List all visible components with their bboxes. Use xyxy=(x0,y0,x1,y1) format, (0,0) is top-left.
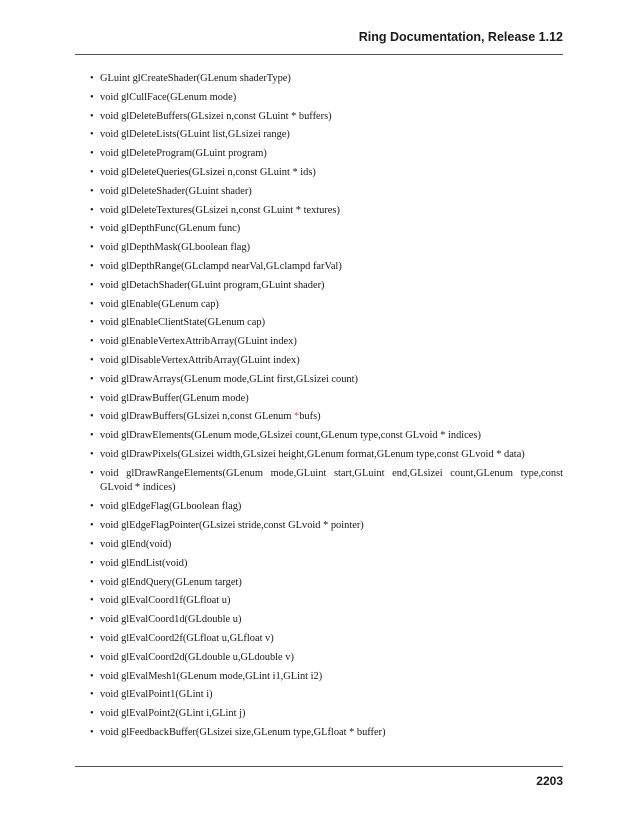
bullet-icon: • xyxy=(90,520,94,532)
list-item xyxy=(75,467,563,496)
function-list xyxy=(75,72,563,745)
bullet-icon: • xyxy=(90,670,94,682)
list-item xyxy=(75,241,563,254)
bullet-icon: • xyxy=(90,595,94,607)
page-number: 2203 xyxy=(536,774,563,788)
bullet-icon: • xyxy=(90,448,94,460)
function-signature: void glEvalCoord2f(GLfloat u,GLfloat v) xyxy=(100,633,274,645)
list-item xyxy=(75,576,563,589)
bullet-icon: • xyxy=(90,539,94,551)
bullet-icon: • xyxy=(90,708,94,720)
function-signature: void glEdgeFlagPointer(GLsizei stride,const GLvoid * pointer) xyxy=(100,520,364,532)
function-signature: void glCullFace(GLenum mode) xyxy=(100,91,237,103)
function-signature: void glDrawBuffers(GLsizei n,const GLenum *bufs) xyxy=(100,411,321,423)
page-header-title: Ring Documentation, Release 1.12 xyxy=(358,30,563,44)
function-signature: void glDeleteShader(GLuint shader) xyxy=(100,185,252,197)
function-signature: void glDeleteQueries(GLsizei n,const GLuint * ids) xyxy=(100,166,316,178)
bullet-icon: • xyxy=(90,317,94,329)
list-item xyxy=(75,613,563,626)
function-signature: void glDepthFunc(GLenum func) xyxy=(100,223,241,235)
function-signature: GLuint glCreateShader(GLenum shaderType) xyxy=(100,73,291,84)
bullet-icon: • xyxy=(90,354,94,366)
function-signature: void glDeleteLists(GLuint list,GLsizei range) xyxy=(100,129,290,141)
bullet-icon: • xyxy=(90,129,94,141)
function-signature: void glEvalMesh1(GLenum mode,GLint i1,GLint i2) xyxy=(100,670,323,682)
bullet-icon: • xyxy=(90,467,94,479)
list-item xyxy=(75,91,563,104)
function-signature: void glEvalPoint1(GLint i) xyxy=(100,689,213,701)
function-signature: void glDisableVertexAttribArray(GLuint index) xyxy=(100,354,300,366)
list-item xyxy=(75,72,563,85)
list-item xyxy=(75,354,563,367)
bullet-icon: • xyxy=(90,166,94,178)
bullet-icon: • xyxy=(90,430,94,442)
list-item xyxy=(75,651,563,664)
list-item xyxy=(75,335,563,348)
function-signature: void glDepthRange(GLclampd nearVal,GLclampd farVal) xyxy=(100,260,342,272)
list-item xyxy=(75,670,563,683)
bullet-icon: • xyxy=(90,373,94,385)
bullet-icon: • xyxy=(90,223,94,235)
highlighted-asterisk: * xyxy=(294,411,300,423)
function-signature: void glDetachShader(GLuint program,GLuint shader) xyxy=(100,279,325,291)
function-signature: void glDrawPixels(GLsizei width,GLsizei height,GLenum format,GLenum type,const GLvoid * data) xyxy=(100,448,525,460)
function-signature: void glDrawBuffer(GLenum mode) xyxy=(100,392,249,404)
list-item xyxy=(75,185,563,198)
function-signature: void glDeleteBuffers(GLsizei n,const GLuint * buffers) xyxy=(100,110,332,122)
function-signature: void glEvalPoint2(GLint i,GLint j) xyxy=(100,708,246,720)
bullet-icon: • xyxy=(90,651,94,663)
function-signature: void glDrawRangeElements(GLenum mode,GLuint start,GLuint end,GLsizei count,GLenum type,const GLvoid * indices) xyxy=(100,467,563,494)
bullet-icon: • xyxy=(90,614,94,626)
function-signature: void glEvalCoord1f(GLfloat u) xyxy=(100,595,231,607)
function-signature: void glDepthMask(GLboolean flag) xyxy=(100,242,251,254)
function-signature: void glEdgeFlag(GLboolean flag) xyxy=(100,501,242,513)
function-signature: void glDrawArrays(GLenum mode,GLint first,GLsizei count) xyxy=(100,373,358,385)
list-item xyxy=(75,110,563,123)
list-item xyxy=(75,594,563,607)
list-item xyxy=(75,448,563,461)
list-item xyxy=(75,147,563,160)
function-signature: void glDeleteTextures(GLsizei n,const GLuint * textures) xyxy=(100,204,340,216)
list-item xyxy=(75,373,563,386)
list-item xyxy=(75,410,563,423)
bullet-icon: • xyxy=(90,689,94,701)
bullet-icon: • xyxy=(90,501,94,513)
list-item xyxy=(75,688,563,701)
bullet-icon: • xyxy=(90,73,94,84)
list-item xyxy=(75,316,563,329)
list-item xyxy=(75,519,563,532)
function-signature: void glEnable(GLenum cap) xyxy=(100,298,219,310)
bullet-icon: • xyxy=(90,411,94,423)
bullet-icon: • xyxy=(90,242,94,254)
bullet-icon: • xyxy=(90,633,94,645)
bullet-icon: • xyxy=(90,279,94,291)
list-item xyxy=(75,279,563,292)
bullet-icon: • xyxy=(90,557,94,569)
list-item xyxy=(75,557,563,570)
function-signature: void glEnd(void) xyxy=(100,539,172,551)
function-signature: void glDeleteProgram(GLuint program) xyxy=(100,148,267,160)
list-item xyxy=(75,166,563,179)
header-divider xyxy=(75,54,563,55)
bullet-icon: • xyxy=(90,204,94,216)
function-signature: void glDrawElements(GLenum mode,GLsizei count,GLenum type,const GLvoid * indices) xyxy=(100,430,481,442)
bullet-icon: • xyxy=(90,148,94,160)
bullet-icon: • xyxy=(90,298,94,310)
list-item xyxy=(75,260,563,273)
bullet-icon: • xyxy=(90,576,94,588)
bullet-icon: • xyxy=(90,110,94,122)
list-item xyxy=(75,707,563,720)
function-signature: void glEnableVertexAttribArray(GLuint index) xyxy=(100,336,297,348)
function-signature: void glFeedbackBuffer(GLsizei size,GLenum type,GLfloat * buffer) xyxy=(100,727,386,738)
function-signature: void glEndQuery(GLenum target) xyxy=(100,576,242,588)
list-item xyxy=(75,500,563,513)
list-item xyxy=(75,298,563,311)
footer-divider xyxy=(75,766,563,767)
list-item xyxy=(75,538,563,551)
list-item xyxy=(75,222,563,235)
function-signature: void glEvalCoord1d(GLdouble u) xyxy=(100,614,242,626)
list-item xyxy=(75,128,563,141)
function-signature: void glEnableClientState(GLenum cap) xyxy=(100,317,266,329)
list-item xyxy=(75,204,563,217)
bullet-icon: • xyxy=(90,185,94,197)
function-signature: void glEndList(void) xyxy=(100,557,188,569)
bullet-icon: • xyxy=(90,91,94,103)
bullet-icon: • xyxy=(90,260,94,272)
list-item xyxy=(75,726,563,739)
list-item xyxy=(75,429,563,442)
bullet-icon: • xyxy=(90,392,94,404)
function-signature: void glEvalCoord2d(GLdouble u,GLdouble v) xyxy=(100,651,294,663)
list-item xyxy=(75,632,563,645)
list-item xyxy=(75,392,563,405)
bullet-icon: • xyxy=(90,336,94,348)
bullet-icon: • xyxy=(90,727,94,738)
